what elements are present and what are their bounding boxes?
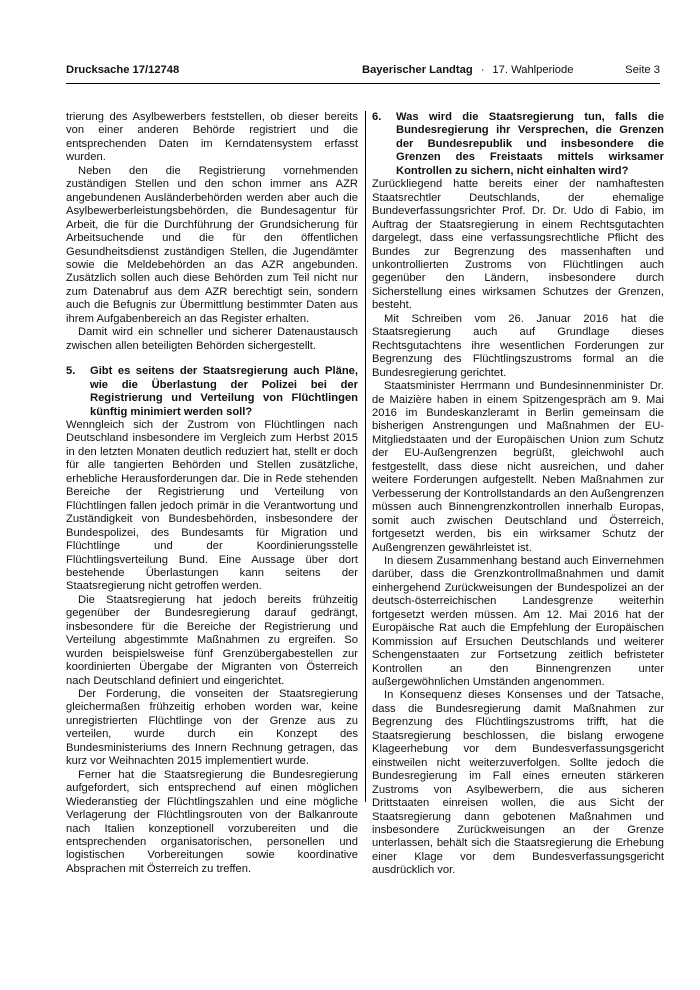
- header-center: [362, 64, 573, 76]
- question-5: [66, 365, 358, 419]
- page-number: Seite 3: [625, 64, 660, 76]
- answer-paragraph: Die Staatsregierung hat jedoch bereits frühzeitig gegenüber der Bundesregierung darauf gedrängt, insbesondere für die Bereiche der Registrierung und Verteilung abgestimmte Maßnahmen zu ergreifen. So wurden beispielsweise fünf Grenzübergabestellen zur koordinierten Übergabe der Migranten von Österreich nach Deutschland definiert und eingerichtet.: [66, 593, 358, 687]
- column-divider: [365, 111, 366, 802]
- paragraph: Damit wird ein schneller und sicherer Datenaustausch zwischen allen beteiligten Behörden sichergestellt.: [66, 326, 358, 352]
- answer-paragraph: Der Forderung, die vonseiten der Staatsregierung gleichermaßen frühzeitig erhoben worden war, keine unregistrierten Flüchtlinge von der Grenze aus zu verteilen, wurde durch ein Konzept des Bundesministeriums des Innern Rechnung getragen, das kurz vor Weihnachten 2015 implementiert wurde.: [66, 688, 358, 768]
- header-rule: [66, 83, 660, 84]
- answer-paragraph: In Konsequenz dieses Konsenses und der Tatsache, dass die Bundesregierung damit Maßnahmen zur Begrenzung des Flüchtlingszustroms trifft, hat die Staatsregierung beschlossen, die bislang erwogene Klageerhebung vor dem Bundesverfassungsgericht einstweilen nicht weiterzuverfolgen. Sollte jedoch die Bundesregierung im Fall eines erneuten stärkeren Zustroms von Asylbewerbern, die aus sicheren Drittstaaten einreisen wollen, die aus Sicht der Staatsregierung dann gebotenen Maßnahmen und insbesondere Zurückweisungen an der Grenze unterlassen, behält sich die Staatsregierung die Erhebung einer Klage vor dem Bundesverfassungsgericht ausdrücklich vor.: [372, 689, 664, 877]
- parliament-name: Bayerischer Landtag: [362, 64, 473, 76]
- question-number: 6.: [372, 111, 382, 123]
- question-text: Gibt es seitens der Staatsregierung auch Pläne, wie die Überlastung der Polizei bei der Registrierung und Verteilung von Flüchtlingen künftig minimiert werden soll?: [90, 365, 358, 418]
- paragraph: trierung des Asylbewerbers feststellen, ob dieser bereits von einer anderen Behörde registriert und die entsprechenden Daten im Kerndatensystem erfasst wurden.: [66, 111, 358, 164]
- right-column: [372, 111, 664, 878]
- header-separator: ·: [480, 64, 485, 76]
- answer-paragraph: In diesem Zusammenhang bestand auch Einvernehmen darüber, dass die Grenzkontrollmaßnahmen und damit einhergehend Zurückweisungen der Bundespolizei an der deutsch-österreichischen Landesgrenze weiterhin fortgesetzt werden müssen. Am 12. Mai 2016 hat der Europäische Rat auch die Empfehlung der Europäischen Kommission auf Ersuchen Deutschlands und weiterer Schengenstaaten zur Fortsetzung zeitlich befristeter Kontrollen an den Binnengrenzen unter außergewöhnlichen Umständen angenommen.: [372, 554, 664, 689]
- left-column: [66, 111, 358, 876]
- question-number: 5.: [66, 365, 76, 378]
- answer-paragraph: Wenngleich sich der Zustrom von Flüchtlingen nach Deutschland insbesondere im Vergleich zum Herbst 2015 in den letzten Monaten deutlich reduziert hat, stellt er doch für alle tangierten Behörden und Stellen zusätzliche, erhebliche Herausforderungen dar. Die in Rede stehenden Bereiche der Registrierung und Verteilung von Flüchtlingen fallen jedoch primär in die Verantwortung und Zuständigkeit von Bundesbehörden, insbesondere der Bundespolizei, des Bundesamts für Migration und Flüchtlinge und der Koordinierungsstelle Flüchtlingsverteilung Bund. Eine Aussage über dort bestehende Überlastungen kann seitens der Staatsregierung nicht getroffen werden.: [66, 418, 358, 593]
- answer-paragraph: Zurückliegend hatte bereits einer der namhaftesten Staatsrechtler Deutschlands, der ehemalige Bundeverfassungsrichter Prof. Dr. Dr. Udo di Fabio, im Auftrag der Staatsregierung in einem Rechtsgutachten dargelegt, dass eine verfassungsrechtliche Pflicht des Bundes zur Begrenzung des massenhaften und unkontrollierten Zustroms von Flüchtlingen auch gegenüber den Ländern, insbesondere durch Sicherstellung eines wirksamen Schutzes der Grenzen, besteht.: [372, 178, 664, 312]
- answer-paragraph: Ferner hat die Staatsregierung die Bundesregierung aufgefordert, sich entsprechend auf einen möglichen Wiederanstieg der Flüchtlingszahlen und eine mögliche Verlagerung der Flüchtlingsrouten von der Balkanroute nach Italien konzeptionell vorzubereiten und die entsprechenden organisatorischen, personellen und logistischen Vorbereitungen sowie koordinative Absprachen mit Österreich zu treffen.: [66, 768, 358, 875]
- paragraph: Neben den die Registrierung vornehmenden zuständigen Stellen und den schon immer ans AZR angebundenen Ausländerbehörden werden aber auch die Asylbewerberleistungsbehörden, die Bundesagentur für Arbeit, die für die Durchführung der Grundsicherung für Arbeitsuchende und die für den öffentlichen Gesundheitsdienst zuständigen Stellen, die Jugendämter sowie die Meldebehörden an das AZR angebunden. Zusätzlich sollen auch diese Behörden zum Teil nicht nur zum Datenabruf aus dem AZR berechtigt sein, sondern auch die Befugnis zur Übermittlung bestimmter Daten aus ihrem Aufgabenbereich an das Register erhalten.: [66, 164, 358, 325]
- question-text: Was wird die Staatsregierung tun, falls die Bundesregierung ihr Versprechen, die Grenzen der Bundesrepublik und insbesondere die Grenzen des Freistaats mittels wirksamer Kontrollen zu sichern, nicht einhalten wird?: [396, 111, 664, 177]
- document-number: Drucksache 17/12748: [66, 64, 180, 76]
- answer-paragraph: Staatsminister Herrmann und Bundesinnenminister Dr. de Maizière haben in einem Spitzengespräch am 9. Mai 2016 im Bundeskanzleramt in Berlin gemeinsam die bisherigen Anstrengungen und Maßnahmen der EU-Mitgliedstaaten und der Europäischen Union zum Schutz der EU-Außengrenzen begrüßt, gleichwohl auch festgestellt, dass diese nicht ausreichen, und daher weitere Forderungen aufgestellt. Neben Maßnahmen zur Verbesserung der Kontrollstandards an den Außengrenzen müssen auch Binnengrenzkontrollen innerhalb Europas, somit auch zwischen Deutschland und Österreich, fortgesetzt werden, bis ein wirksamer Schutz der Außengrenzen gewährleistet ist.: [372, 380, 664, 554]
- question-6: [372, 111, 664, 178]
- legislative-period: 17. Wahlperiode: [492, 64, 574, 76]
- page-header: [66, 64, 660, 84]
- answer-paragraph: Mit Schreiben vom 26. Januar 2016 hat die Staatsregierung auch auf Grundlage dieses Rechtsgutachtens ihre wesentlichen Forderungen zur Begrenzung des Flüchtlingszustroms formal an die Bundesregierung gerichtet.: [372, 312, 664, 379]
